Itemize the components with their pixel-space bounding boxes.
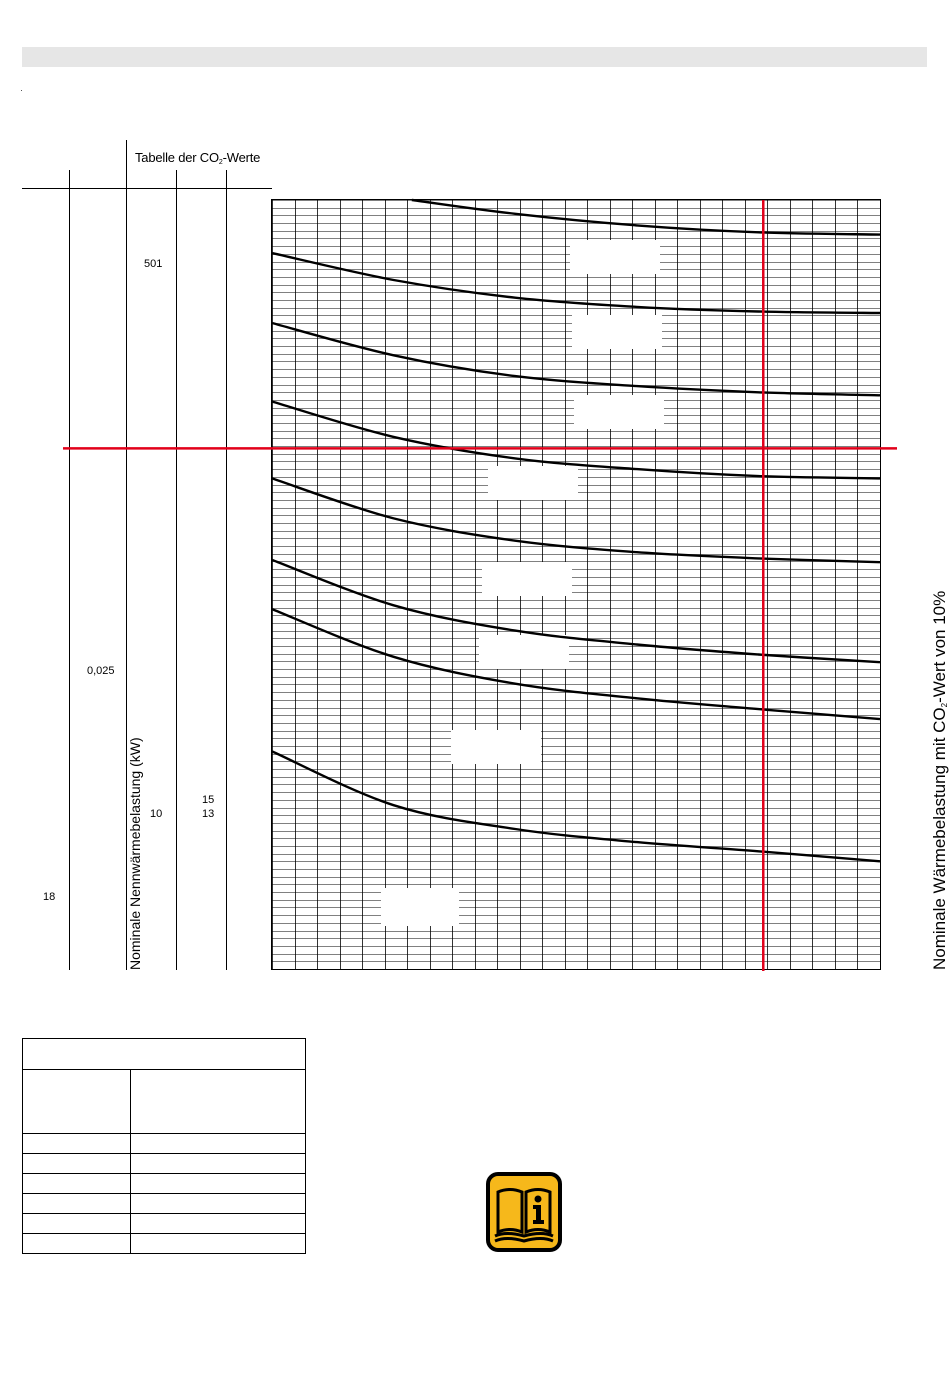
table-cell — [131, 1134, 306, 1154]
curve-label-box — [570, 240, 660, 274]
table-row — [23, 1214, 306, 1234]
table-cell — [131, 1174, 306, 1194]
value-501: 501 — [144, 258, 163, 270]
table-cell — [23, 1174, 131, 1194]
series-line-curve-1 — [412, 200, 880, 235]
value-13: 13 — [202, 808, 215, 820]
table-row — [23, 1134, 306, 1154]
curve-label-box — [381, 888, 459, 926]
co2-value-table — [22, 1038, 306, 1254]
table-row — [23, 1234, 306, 1254]
table-cell — [131, 1214, 306, 1234]
curve-label-box — [451, 730, 541, 764]
left-axis-label: Nominale Nennwärmebelastung (kW) — [127, 737, 143, 970]
curve-label-boxes — [381, 240, 664, 926]
co2-table-title: Tabelle der $CO_2$-Werte — [135, 150, 261, 166]
table-cell — [23, 1234, 131, 1254]
table-header-row — [23, 1039, 306, 1070]
curve-label-box — [574, 395, 664, 429]
table-cell — [23, 1154, 131, 1174]
table-cell — [23, 1194, 131, 1214]
table-cell — [23, 1214, 131, 1234]
table-cell — [131, 1194, 306, 1214]
curve-label-box — [479, 635, 569, 669]
table-cell — [131, 1070, 306, 1134]
table-row — [23, 1154, 306, 1174]
value-18: 18 — [43, 891, 56, 903]
curve-label-box — [488, 466, 578, 500]
value-15: 15 — [202, 794, 215, 806]
table-cell — [23, 1134, 131, 1154]
table-cell — [23, 1070, 131, 1134]
right-axis-label: Nominale Wärmebelastung mit $CO_2$-Wert von 10% — [930, 590, 949, 970]
value-0025: 0,025 — [87, 665, 115, 677]
series-line-curve-7 — [272, 609, 880, 719]
table-header-cell — [23, 1039, 306, 1070]
value-10: 10 — [150, 808, 163, 820]
table-cell — [131, 1154, 306, 1174]
table-row — [23, 1070, 306, 1134]
table-row — [23, 1194, 306, 1214]
curve-label-box — [482, 562, 572, 596]
table-cell — [131, 1234, 306, 1254]
series-line-curve-8 — [272, 751, 880, 861]
read-manual-info-icon — [486, 1172, 562, 1252]
chart-curves — [272, 200, 880, 861]
table-row — [23, 1174, 306, 1194]
curve-label-box — [572, 315, 662, 349]
